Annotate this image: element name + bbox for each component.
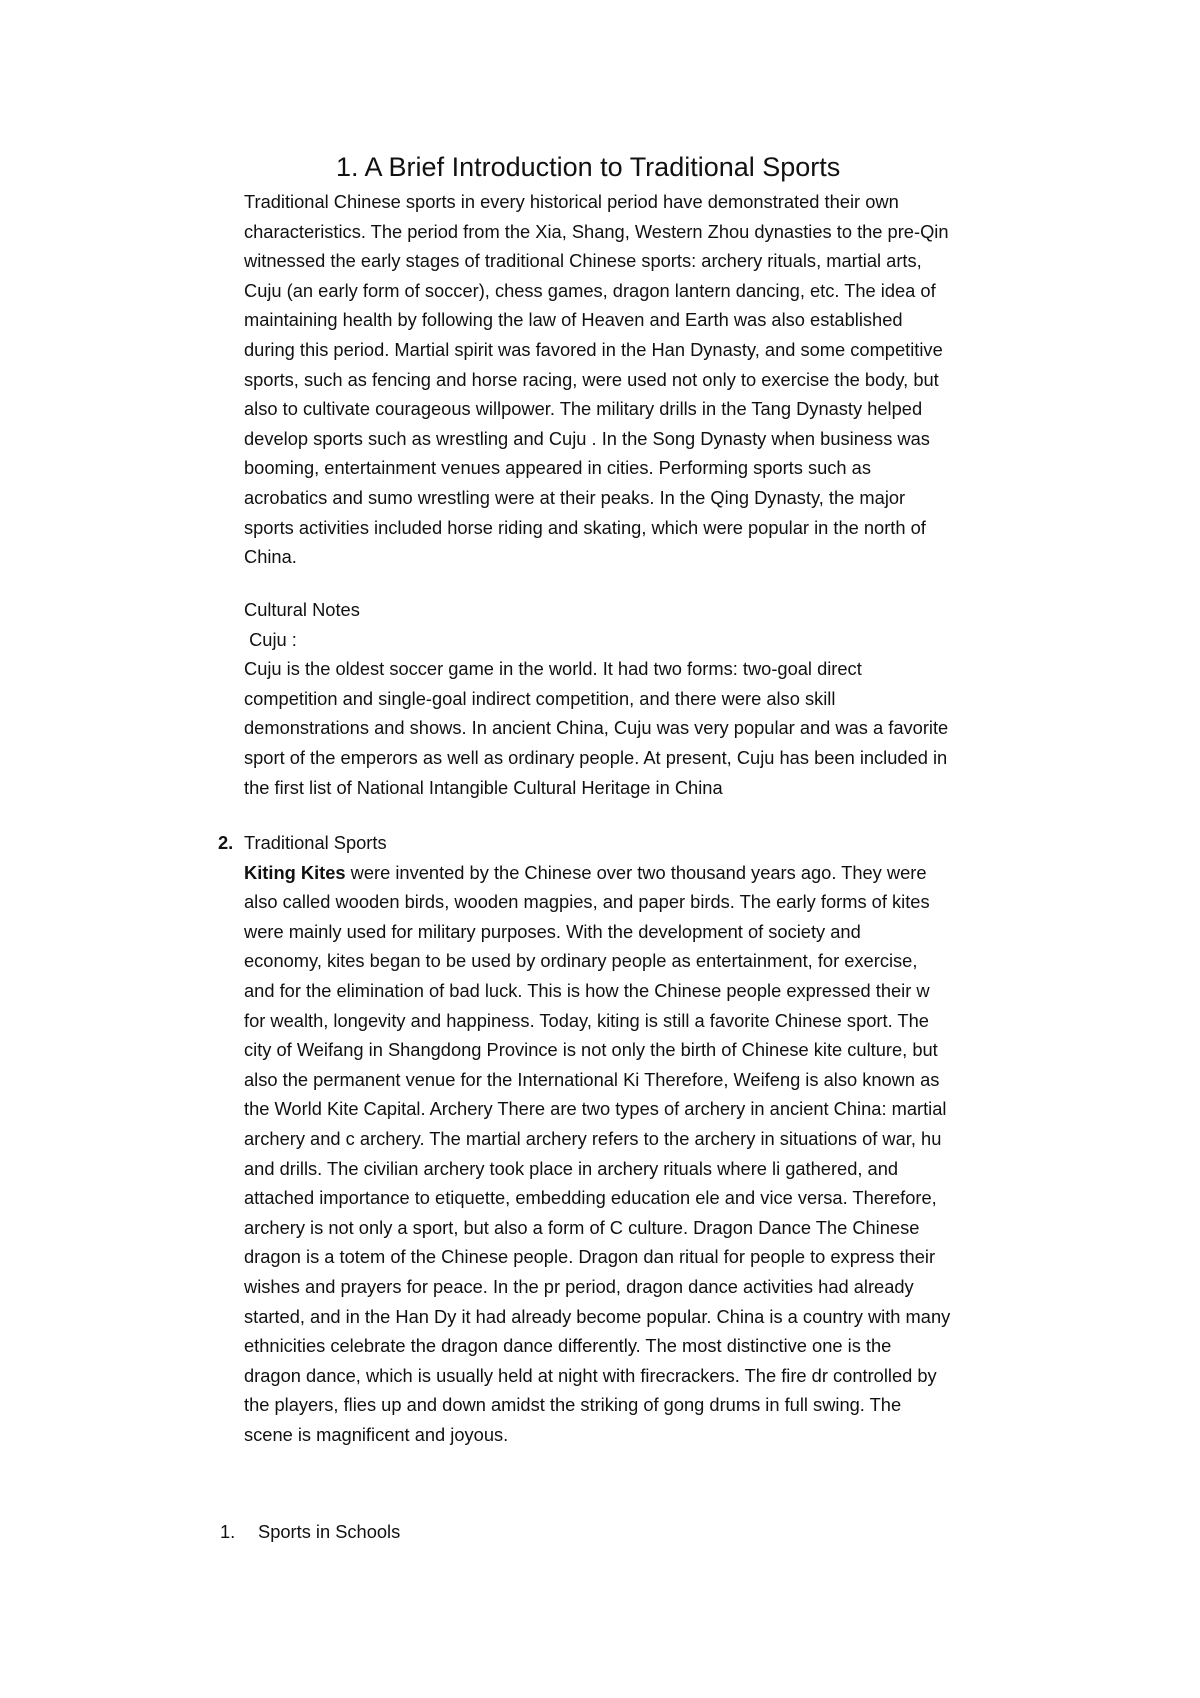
paragraph-line: the players, flies up and down amidst the striking of gong drums in full swing. The bbox=[244, 1394, 902, 1416]
page-title: 1. A Brief Introduction to Traditional Sports bbox=[336, 152, 841, 182]
paragraph-line bbox=[244, 858, 1044, 888]
section-number: 1. bbox=[220, 1521, 236, 1542]
first-line-text: were invented by the Chinese over two thousand years ago. They were bbox=[345, 861, 927, 883]
paragraph-line: Cuju (an early form of soccer), chess games, dragon lantern dancing, etc. The idea of bbox=[244, 279, 936, 301]
paragraph-line: archery is not only a sport, but also a form of C culture. Dragon Dance The Chinese bbox=[244, 1216, 920, 1238]
paragraph-line: China. bbox=[244, 546, 297, 568]
paragraph-line: for wealth, longevity and happiness. Today, kiting is still a favorite Chinese sport. The bbox=[244, 1009, 929, 1031]
section-heading: Traditional Sports bbox=[244, 832, 387, 853]
section-heading: Sports in Schools bbox=[258, 1521, 401, 1542]
paragraph-line: and drills. The civilian archery took place in archery rituals where li gathered, and bbox=[244, 1157, 899, 1179]
paragraph-line: the World Kite Capital. Archery There are two types of archery in ancient China: martial bbox=[244, 1098, 947, 1120]
paragraph-line: also to cultivate courageous willpower. The military drills in the Tang Dynasty helped bbox=[244, 398, 923, 420]
paragraph-line: sports activities included horse riding and skating, which were popular in the north of bbox=[244, 516, 926, 538]
paragraph-line: also called wooden birds, wooden magpies, and paper birds. The early forms of kites bbox=[244, 891, 930, 913]
traditional-sports-section bbox=[244, 828, 1044, 1449]
paragraph-line: sport of the emperors as well as ordinary people. At present, Cuju has been included in bbox=[244, 746, 948, 768]
paragraph-line: ethnicities celebrate the dragon dance differently. The most distinctive one is the bbox=[244, 1335, 892, 1357]
paragraph-line: archery and c archery. The martial archery refers to the archery in situations of war, hu bbox=[244, 1127, 942, 1149]
paragraph-line: the first list of National Intangible Cultural Heritage in China bbox=[244, 776, 723, 798]
paragraph-line: were mainly used for military purposes. With the development of society and bbox=[244, 920, 861, 942]
paragraph-line: Cuju is the oldest soccer game in the world. It had two forms: two-goal direct bbox=[244, 658, 862, 680]
paragraph-line: maintaining health by following the law of Heaven and Earth was also established bbox=[244, 309, 903, 331]
paragraph-line: city of Weifang in Shangdong Province is not only the birth of Chinese kite culture, but bbox=[244, 1039, 938, 1061]
paragraph-line: acrobatics and sumo wrestling were at their peaks. In the Qing Dynasty, the major bbox=[244, 486, 906, 508]
paragraph-line: booming, entertainment venues appeared in cities. Performing sports such as bbox=[244, 457, 871, 479]
paragraph-line: sports, such as fencing and horse racing, were used not only to exercise the body, but bbox=[244, 368, 939, 390]
paragraph-line: also the permanent venue for the International Ki Therefore, Weifeng is also known as bbox=[244, 1068, 940, 1090]
paragraph-line: characteristics. The period from the Xia, Shang, Western Zhou dynasties to the pre-Qin bbox=[244, 220, 949, 242]
sports-in-schools-section bbox=[258, 1517, 1058, 1547]
cultural-notes-heading: Cultural Notes bbox=[244, 599, 360, 620]
paragraph-line: wishes and prayers for peace. In the pr period, dragon dance activities had already bbox=[244, 1275, 914, 1297]
intro-paragraph bbox=[244, 187, 1044, 572]
paragraph-line: Traditional Chinese sports in every historical period have demonstrated their own bbox=[244, 191, 899, 212]
section-number: 2. bbox=[218, 832, 234, 853]
paragraph-line: economy, kites began to be used by ordinary people as entertainment, for exercise, bbox=[244, 950, 918, 972]
kiting-kites-term: Kiting Kites bbox=[244, 861, 346, 883]
paragraph-line: attached importance to etiquette, embedding education ele and vice versa. Therefore, bbox=[244, 1187, 937, 1209]
paragraph-line: demonstrations and shows. In ancient China, Cuju was very popular and was a favorite bbox=[244, 717, 949, 739]
paragraph-line: dragon dance, which is usually held at night with firecrackers. The fire dr controlled by bbox=[244, 1364, 937, 1386]
paragraph-line: dragon is a totem of the Chinese people. Dragon dan ritual for people to express their bbox=[244, 1246, 936, 1268]
paragraph-line: competition and single-goal indirect competition, and there were also skill bbox=[244, 687, 836, 709]
paragraph-line: witnessed the early stages of traditional Chinese sports: archery rituals, martial arts, bbox=[244, 250, 922, 272]
paragraph-line: scene is magnificent and joyous. bbox=[244, 1423, 509, 1445]
cultural-notes bbox=[244, 595, 1044, 802]
cultural-notes-subheading: Cuju : bbox=[244, 628, 297, 650]
paragraph-line: started, and in the Han Dy it had already become popular. China is a country with many bbox=[244, 1305, 951, 1327]
paragraph-line: during this period. Martial spirit was favored in the Han Dynasty, and some competitive bbox=[244, 338, 943, 360]
paragraph-line: and for the elimination of bad luck. This is how the Chinese people expressed their w bbox=[244, 979, 930, 1001]
paragraph-line: develop sports such as wrestling and Cuju . In the Song Dynasty when business was bbox=[244, 427, 930, 449]
